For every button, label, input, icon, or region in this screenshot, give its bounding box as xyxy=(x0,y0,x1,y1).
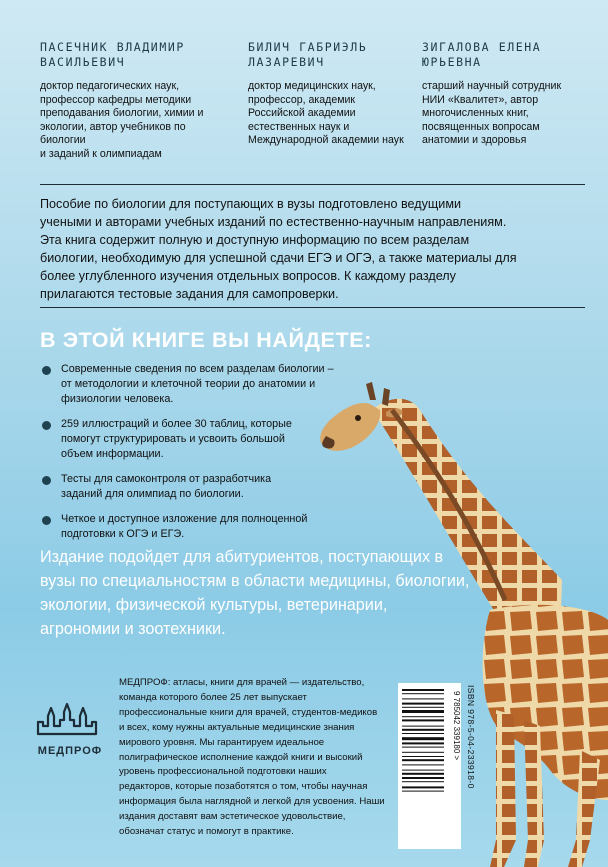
publisher-line: команда которого более 25 лет выпускает xyxy=(119,691,307,703)
intro-paragraph xyxy=(40,195,585,303)
author-bilich xyxy=(248,40,418,148)
audience-line: агрономии и зоотехники. xyxy=(40,620,226,638)
intro-line: Эта книга содержит полную и доступную информацию по всем разделам xyxy=(40,233,470,247)
barcode-bar xyxy=(402,729,444,731)
feature-line: от методологии и клеточной теории до анатомии и xyxy=(61,378,316,390)
author-name-line: БИЛИЧ ГАБРИЭЛЬ xyxy=(248,40,368,54)
intro-line: прилагаются тестовые задания для самопроверки. xyxy=(40,287,339,301)
feature-item xyxy=(42,362,372,407)
audience-line: вузы по специальностям в области медицины, биологии, xyxy=(40,572,470,590)
audience-line: экологии, физической культуры, ветеринарии, xyxy=(40,596,388,614)
barcode-bar xyxy=(402,759,444,761)
feature-line: Современные сведения по всем разделам биологии – xyxy=(61,363,334,375)
barcode-bar xyxy=(402,742,444,744)
author-pasechnik xyxy=(40,40,230,161)
feature-line: Тесты для самоконтроля от разработчика xyxy=(61,473,272,485)
author-desc-line: посвященных вопросам xyxy=(422,120,540,133)
author-desc-line: экологии, автор учебников по биологии xyxy=(40,120,186,146)
barcode-number: 9 785042 339180 > xyxy=(452,691,461,761)
isbn-label: ISBN 978-5-04-233918-0 xyxy=(466,685,476,789)
features-list xyxy=(42,362,372,552)
publisher-line: обозначат статус и помогут в практике. xyxy=(119,826,294,838)
intro-line: Пособие по биологии для поступающих в вузы подготовлено ведущими xyxy=(40,197,462,211)
barcode-bar xyxy=(402,791,444,792)
divider-bottom xyxy=(40,307,585,308)
publisher-logo-label: МЕДПРОФ xyxy=(37,745,103,757)
barcode-bar xyxy=(402,719,444,721)
bullet-dot-icon xyxy=(42,476,51,485)
intro-line: более углубленного изучения отдельных вопросов. К каждому разделу xyxy=(40,269,456,283)
author-name-line: ЮРЬЕВНА xyxy=(422,55,482,69)
feature-line: объем информации. xyxy=(61,448,164,460)
publisher-line: МЕДПРОФ: атласы, книги для врачей — издательство, xyxy=(119,677,365,688)
intro-line: учеными и авторами учебных изданий по естественно-научным направлениям. xyxy=(40,215,507,229)
feature-line: подготовки к ОГЭ и ЕГЭ. xyxy=(61,528,185,540)
barcode-bar xyxy=(402,716,444,717)
author-desc-line: Российской академии xyxy=(248,107,356,119)
bullet-dot-icon xyxy=(42,421,51,430)
author-name-line: ЛАЗАРЕВИЧ xyxy=(248,55,325,69)
author-name-line: ВАСИЛЬЕВИЧ xyxy=(40,55,126,69)
publisher-line: редакторов, которые позаботятся о том, чтобы научная xyxy=(119,781,368,793)
barcode-bar xyxy=(402,773,444,775)
audience-line: Издание подойдет для абитуриентов, поступающих в xyxy=(40,548,444,566)
barcode-bar xyxy=(402,707,444,708)
kremlin-skyline-icon xyxy=(34,700,106,736)
feature-item xyxy=(42,417,372,462)
publisher-line: информация была наглядной и легкой для усвоения. Наши xyxy=(119,796,385,808)
author-desc-line: Международной академии наук xyxy=(248,134,404,146)
barcode-bar xyxy=(402,747,444,748)
feature-item xyxy=(42,472,372,502)
author-name-line: ПАСЕЧНИК ВЛАДИМИР xyxy=(40,40,185,54)
author-desc-line: многочисленных книг, xyxy=(422,107,529,119)
publisher-line: уровень профессиональной подготовки наших xyxy=(119,766,327,778)
barcode-bar xyxy=(402,777,444,779)
divider-top xyxy=(40,184,585,185)
author-desc-line: профессор кафедры методики xyxy=(40,93,192,106)
intro-line: биологии, необходимую для успешной сдачи ЕГЭ и ОГЭ, а также материалы для xyxy=(40,251,517,265)
features-heading: В ЭТОЙ КНИГЕ ВЫ НАЙДЕТЕ: xyxy=(40,328,372,352)
author-desc-line: доктор медицинских наук, xyxy=(248,80,376,92)
publisher-line: профессиональные книги для врачей, студентов-медиков xyxy=(119,706,378,718)
barcode-bar xyxy=(402,756,444,757)
barcode-bar xyxy=(402,689,444,691)
publisher-line: издания доставят вам эстетическое удовольствие, xyxy=(119,811,346,823)
barcode-bar xyxy=(402,733,444,734)
barcode xyxy=(398,683,461,849)
feature-line: заданий для олимпиад по биологии. xyxy=(61,488,244,500)
bullet-dot-icon xyxy=(42,516,51,525)
barcode-bar xyxy=(402,710,444,713)
barcode-bars-icon xyxy=(398,683,461,849)
barcode-bar xyxy=(402,764,444,765)
barcode-bar xyxy=(402,698,444,699)
publisher-line: и всех, кому нужны актуальные медицинские знания xyxy=(119,721,355,733)
author-desc-line: старший научный сотрудник xyxy=(422,80,562,92)
author-name-line: ЗИГАЛОВА ЕЛЕНА xyxy=(422,40,542,54)
barcode-bar xyxy=(402,786,444,788)
audience-paragraph xyxy=(40,545,470,641)
feature-line: физиологии человека. xyxy=(61,393,174,405)
barcode-bar xyxy=(402,703,444,705)
author-desc-line: преподавания биологии, химии и xyxy=(40,107,204,119)
publisher-line: мирового уровня. Мы гарантируем идеальное xyxy=(119,736,325,748)
bullet-dot-icon xyxy=(42,366,51,375)
author-desc-line: и заданий к олимпиадам xyxy=(40,147,162,160)
publisher-line: полиграфическое исполнение каждой книги и высокий xyxy=(119,751,363,763)
feature-line: Четкое и доступное изложение для полноценной xyxy=(61,513,308,525)
feature-line: 259 иллюстраций и более 30 таблиц, которые xyxy=(61,418,292,430)
barcode-bar xyxy=(402,737,444,740)
author-desc-line: анатомии и здоровья xyxy=(422,134,527,146)
feature-item xyxy=(42,512,372,542)
barcode-bar xyxy=(402,770,444,771)
author-desc-line: естественных наук и xyxy=(248,120,350,133)
publisher-logo xyxy=(34,700,106,757)
barcode-bar xyxy=(402,781,444,782)
feature-line: помогут структурировать и усвоить большой xyxy=(61,433,285,445)
barcode-bar xyxy=(402,726,444,727)
author-desc-line: доктор педагогических наук, xyxy=(40,80,180,92)
barcode-bar xyxy=(402,693,444,694)
author-desc-line: профессор, академик xyxy=(248,93,356,106)
author-desc-line: НИИ «Квалитет», автор xyxy=(422,93,539,106)
author-zigalova xyxy=(422,40,592,148)
barcode-bar xyxy=(402,752,444,753)
publisher-description xyxy=(119,676,389,840)
